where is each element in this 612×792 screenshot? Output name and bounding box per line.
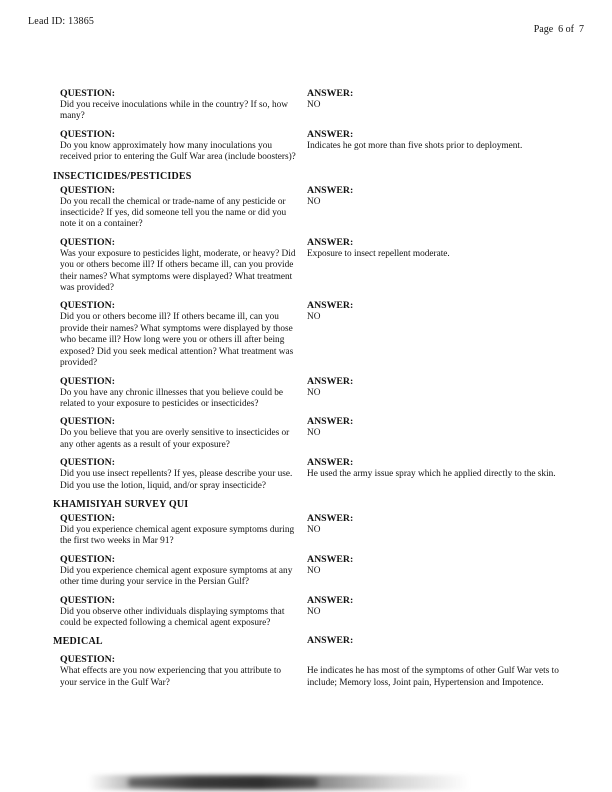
section-heading: MEDICAL <box>53 636 103 648</box>
qa-row <box>60 185 564 231</box>
answer-label: ANSWER: <box>307 594 354 606</box>
question-text: Did you receive inoculations while in the country? If so, how many? <box>60 100 288 122</box>
answer-text: NO <box>307 196 321 207</box>
question-label: QUESTION: <box>60 512 115 524</box>
answer-label: ANSWER: <box>307 184 354 196</box>
question-label: QUESTION: <box>60 88 115 99</box>
question-label: QUESTION: <box>60 416 115 428</box>
qa-row <box>60 416 564 451</box>
answer-text: Indicates he got more than five shots prior to deployment. <box>307 140 523 151</box>
question-text: Was your exposure to pesticides light, moderate, or heavy? Did you or others become ill? If others became ill, can you provide their names? What symptoms were displayed? What treatment was provided? <box>60 248 296 294</box>
question-label: QUESTION: <box>60 553 115 565</box>
answer-text: NO <box>307 428 321 439</box>
question-label: QUESTION: <box>60 594 115 606</box>
question-text: What effects are you now experiencing that you attribute to your service in the Gulf War? <box>60 666 282 688</box>
scan-artifact-core <box>128 778 318 787</box>
question-text: Do you recall the chemical or trade-name of any pesticide or insecticide? If yes, did someone tell you the name or did you note it on a container? <box>60 196 287 230</box>
answer-label: ANSWER: <box>307 375 354 387</box>
qa-row <box>60 457 564 492</box>
answer-label: ANSWER: <box>307 457 354 469</box>
section-heading: KHAMISIYAH SURVEY QUI <box>53 498 189 510</box>
answer-text: He used the army issue spray which he applied directly to the skin. <box>307 469 556 480</box>
question-label: QUESTION: <box>60 236 115 248</box>
answer-text: NO <box>307 387 321 398</box>
answer-text: NO <box>307 100 321 110</box>
question-text: Did you experience chemical agent exposure symptoms during the first two weeks in Mar 91? <box>60 524 295 547</box>
answer-label: ANSWER: <box>307 236 354 248</box>
answer-text: NO <box>307 565 321 576</box>
question-label: QUESTION: <box>60 184 115 196</box>
answer-label: ANSWER: <box>307 300 354 312</box>
question-text: Do you know approximately how many inoculations you received prior to entering the Gulf War area (include boosters)? <box>60 140 296 163</box>
question-label: QUESTION: <box>60 654 115 666</box>
question-text: Did you or others become ill? If others became ill, can you provide their names? What symptoms were displayed by those who became ill? How long were you or others ill after being exposed? Did you seek medical attention? What treatment was provided? <box>60 312 294 369</box>
answer-text: NO <box>307 606 321 617</box>
qa-row <box>60 376 564 411</box>
answer-text: He indicates he has most of the symptoms of other Gulf War vets to include; Memory loss, Joint pain, Hypertension and Impotence. <box>307 666 559 688</box>
qa-row <box>60 654 564 689</box>
answer-text: Exposure to insect repellent moderate. <box>307 248 450 259</box>
qa-row <box>60 300 564 369</box>
question-label: QUESTION: <box>60 375 115 387</box>
question-text: Do you believe that you are overly sensitive to insecticides or any other agents as a result of your exposure? <box>60 428 290 450</box>
scan-artifact <box>88 775 470 790</box>
question-label: QUESTION: <box>60 457 115 469</box>
answer-label: ANSWER: <box>307 416 354 428</box>
qa-row <box>60 513 564 548</box>
page-number: Page 6 of 7 <box>533 24 584 35</box>
answer-text: NO <box>307 312 321 323</box>
question-label: QUESTION: <box>60 300 115 312</box>
qa-content <box>53 88 564 695</box>
answer-label: ANSWER: <box>307 512 354 524</box>
section-heading: INSECTICIDES/PESTICIDES <box>53 170 192 182</box>
qa-row <box>60 595 564 630</box>
lead-id: Lead ID: 13865 <box>28 16 95 27</box>
answer-text: NO <box>307 524 321 535</box>
qa-row <box>60 554 564 589</box>
answer-label: ANSWER: <box>307 553 354 565</box>
question-text: Do you have any chronic illnesses that you believe could be related to your exposure to pesticides or insecticides? <box>60 387 284 409</box>
qa-row <box>60 237 564 295</box>
qa-row <box>60 129 564 164</box>
question-text: Did you use insect repellents? If yes, please describe your use. Did you use the lotion, liquid, and/or spray insecticide? <box>60 469 293 491</box>
medical-heading-row <box>53 635 564 648</box>
question-label: QUESTION: <box>60 128 115 140</box>
answer-label: ANSWER: <box>307 88 354 99</box>
question-text: Did you observe other individuals displaying symptoms that could be expected following a chemical agent exposure? <box>60 606 285 628</box>
answer-label: ANSWER: <box>307 128 354 140</box>
qa-row <box>60 88 564 123</box>
question-text: Did you experience chemical agent exposure symptoms at any other time during your service in the Persian Gulf? <box>60 565 293 588</box>
answer-label: ANSWER: <box>307 635 354 647</box>
